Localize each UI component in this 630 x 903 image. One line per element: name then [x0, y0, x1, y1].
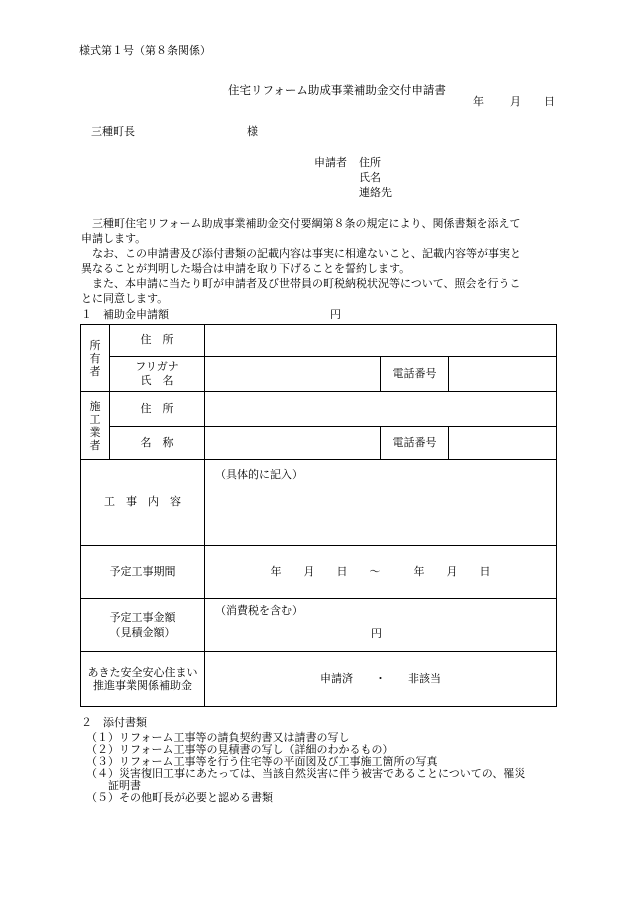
contractor-phone-field[interactable]	[449, 427, 557, 460]
akita-subsidy-label-cell	[81, 652, 205, 707]
paragraph-3-line-1: また、本申請に当たり町が申請者及び世帯員の町税納税状況等について、照会を行うこ	[92, 277, 521, 290]
akita-subsidy-choice[interactable]: 申請済 ・ 非該当	[205, 652, 557, 707]
owner-address-field[interactable]	[205, 325, 557, 357]
contractor-phone-label: 電話番号	[381, 427, 449, 460]
application-form-table	[80, 324, 557, 707]
amount-note: （消費税を含む）	[215, 604, 303, 617]
paragraph-1-line-1: 三種町住宅リフォーム助成事業補助金交付要綱第８条の規定により、関係書類を添えて	[92, 217, 521, 230]
work-content-note: （具体的に記入）	[215, 468, 303, 481]
paragraph-2-line-2: 異なることが判明した場合は申請を取り下げることを誓約します。	[81, 262, 411, 275]
contractor-address-label: 住 所	[110, 392, 205, 427]
section-2-label: ２ 添付書類	[81, 716, 147, 729]
attachment-item-1: （１）リフォーム工事等の請負契約書又は請書の写し	[86, 731, 350, 744]
date-year-label: 年	[473, 95, 484, 108]
applicant-name-label: 氏名	[359, 171, 381, 184]
amount-label-cell	[81, 599, 205, 652]
period-label: 予定工事期間	[81, 546, 205, 599]
owner-phone-label: 電話番号	[381, 357, 449, 392]
owner-name-field[interactable]	[205, 357, 381, 392]
applicant-label: 申請者	[314, 156, 347, 169]
amount-sublabel: （見積金額）	[109, 626, 176, 639]
section-1-unit: 円	[330, 308, 341, 321]
owner-phone-field[interactable]	[449, 357, 557, 392]
attachment-item-2: （２）リフォーム工事等の見積書の写し（詳細のわかるもの）	[86, 743, 394, 756]
page-title: 住宅リフォーム助成事業補助金交付申請書	[228, 83, 446, 97]
paragraph-3-line-2: とに同意します。	[81, 292, 169, 305]
work-content-label: 工 事 内 容	[81, 460, 205, 546]
attachment-item-3: （３）リフォーム工事等を行う住宅等の平面図及び工事施工箇所の写真	[86, 755, 438, 768]
date-day-label: 日	[544, 95, 555, 108]
work-content-field[interactable]	[205, 460, 557, 546]
addressee-honorific: 様	[247, 125, 258, 138]
owner-group-label	[81, 325, 110, 392]
owner-name-label-cell	[110, 357, 205, 392]
applicant-contact-label: 連絡先	[359, 186, 392, 199]
amount-unit: 円	[371, 627, 382, 640]
contractor-name-field[interactable]	[205, 427, 381, 460]
body-paragraphs	[81, 216, 559, 306]
date-month-label: 月	[510, 95, 521, 108]
owner-group-text: 所有者	[89, 338, 101, 378]
attachment-item-4: （４）災害復旧工事にあたっては、当該自然災害に伴う被害であることについての、罹災	[86, 767, 526, 780]
owner-address-label: 住 所	[110, 325, 205, 357]
paragraph-2-line-1: なお、この申請書及び添付書類の記載内容は事実に相違ないこと、記載内容等が事実と	[92, 247, 521, 260]
amount-label: 予定工事金額	[109, 611, 176, 624]
attachment-item-5: （５）その他町長が必要と認める書類	[86, 791, 273, 804]
owner-name-label: 氏 名	[140, 374, 174, 387]
paragraph-1-line-2: 申請します。	[81, 232, 147, 245]
attachment-item-4-continued: 証明書	[86, 779, 141, 792]
owner-furigana-label: フリガナ	[135, 360, 179, 373]
amount-field[interactable]	[205, 599, 557, 652]
contractor-name-label: 名 称	[110, 427, 205, 460]
applicant-address-label: 住所	[359, 156, 381, 169]
addressee-name: 三種町長	[91, 125, 135, 138]
period-field[interactable]: 年 月 日 ～ 年 月 日	[205, 546, 557, 599]
akita-subsidy-label: あきた安全安心住まい推進事業関係補助金	[87, 666, 198, 692]
contractor-group-text: 施工業者	[89, 399, 101, 452]
section-1-label: １ 補助金申請額	[81, 308, 169, 321]
contractor-address-field[interactable]	[205, 392, 557, 427]
contractor-group-label	[81, 392, 110, 460]
form-number: 様式第１号（第８条関係）	[79, 44, 211, 57]
